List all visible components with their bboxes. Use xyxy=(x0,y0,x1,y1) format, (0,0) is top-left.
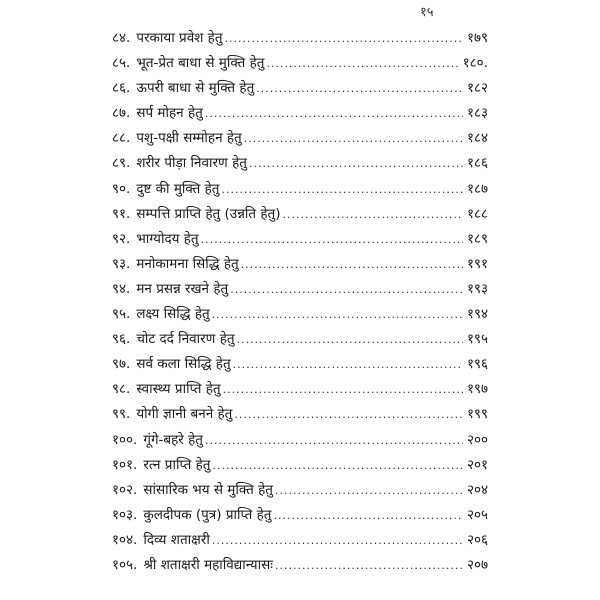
entry-number: ९८. xyxy=(112,381,131,398)
toc-entry xyxy=(112,252,488,277)
entry-number: ९०. xyxy=(112,180,131,197)
entry-number: ९३. xyxy=(112,255,131,272)
toc-entry xyxy=(112,553,488,578)
entry-title: दिव्य शताक्षरी xyxy=(143,531,210,548)
entry-number: ८४. xyxy=(112,30,131,46)
entry-title: पशु-पक्षी सम्मोहन हेतु xyxy=(136,130,242,147)
entry-number: ९२. xyxy=(112,230,131,247)
dot-leader xyxy=(274,503,463,528)
entry-page-number: १८८ xyxy=(466,205,488,222)
entry-number: १०२. xyxy=(112,481,138,498)
toc-entry xyxy=(112,151,488,176)
entry-title: ऊपरी बाधा से मुक्ति हेतु xyxy=(136,80,255,97)
entry-title: कुलदीपक (पुत्र) प्राप्ति हेतु xyxy=(143,506,272,523)
toc-entry xyxy=(112,503,488,528)
dot-leader xyxy=(201,227,463,252)
table-of-contents xyxy=(112,26,488,578)
dot-leader xyxy=(237,327,463,352)
toc-entry xyxy=(112,126,488,151)
entry-number: ८५. xyxy=(112,55,131,72)
entry-page-number: २०७ xyxy=(466,556,488,573)
entry-page-number: १८०. xyxy=(462,55,488,72)
toc-entry xyxy=(112,76,488,101)
toc-entry xyxy=(112,202,488,227)
dot-leader xyxy=(222,177,463,202)
toc-entry xyxy=(112,327,488,352)
dot-leader xyxy=(244,126,463,151)
entry-page-number: १९४ xyxy=(466,306,488,323)
entry-title: भूत-प्रेत बाधा से मुक्ति हेतु xyxy=(136,55,265,72)
toc-entry xyxy=(112,352,488,377)
entry-title: योगी ज्ञानी बनने हेतु xyxy=(136,406,233,423)
entry-title: शरीर पीड़ा निवारण हेतु xyxy=(136,155,247,172)
entry-number: ८८. xyxy=(112,130,131,147)
entry-title: गूंगे-बहरे हेतु xyxy=(143,431,203,448)
entry-number: ९७. xyxy=(112,356,131,373)
toc-entry xyxy=(112,51,488,76)
page-number: १५ xyxy=(420,5,434,20)
entry-page-number: २०५ xyxy=(466,506,488,523)
entry-page-number: १७९ xyxy=(466,30,488,46)
dot-leader xyxy=(205,428,463,453)
dot-leader xyxy=(212,528,463,553)
toc-entry xyxy=(112,177,488,202)
entry-page-number: १९९ xyxy=(466,406,488,423)
dot-leader xyxy=(275,478,463,503)
toc-entry xyxy=(112,528,488,553)
entry-title: परकाया प्रवेश हेतु xyxy=(136,30,223,46)
entry-page-number: २०१ xyxy=(466,456,488,473)
entry-page-number: १८३ xyxy=(466,105,488,122)
toc-entry xyxy=(112,101,488,126)
entry-title: चोट दर्द निवारण हेतु xyxy=(136,331,235,348)
dot-leader xyxy=(266,51,458,76)
entry-page-number: १९७ xyxy=(466,381,488,398)
entry-page-number: १९१ xyxy=(466,255,488,272)
dot-leader xyxy=(249,151,463,176)
entry-number: ९६. xyxy=(112,331,131,348)
dot-leader xyxy=(230,277,463,302)
dot-leader xyxy=(233,352,463,377)
entry-title: श्री शताक्षरी महाविद्यान्यासः xyxy=(143,556,273,573)
entry-number: ८७. xyxy=(112,105,131,122)
entry-page-number: १९६ xyxy=(466,356,488,373)
toc-entry xyxy=(112,227,488,252)
entry-page-number: २०६ xyxy=(466,531,488,548)
toc-entry xyxy=(112,478,488,503)
dot-leader xyxy=(275,553,463,578)
entry-page-number: १८६ xyxy=(466,155,488,172)
entry-number: ९५. xyxy=(112,306,131,323)
entry-title: सर्प मोहन हेतु xyxy=(136,105,203,122)
dot-leader xyxy=(241,252,463,277)
entry-title: सांसारिक भय से मुक्ति हेतु xyxy=(143,481,273,498)
entry-number: ८६. xyxy=(112,80,131,97)
entry-number: ९४. xyxy=(112,280,131,297)
toc-entry xyxy=(112,402,488,427)
dot-leader xyxy=(256,76,463,101)
entry-title: भाग्योदय हेतु xyxy=(136,230,199,247)
entry-number: १०५. xyxy=(112,556,138,573)
toc-entry xyxy=(112,26,488,51)
entry-title: स्वास्थ्य प्राप्ति हेतु xyxy=(136,381,221,398)
entry-page-number: १९५ xyxy=(466,331,488,348)
dot-leader xyxy=(283,202,463,227)
entry-title: मनोकामना सिद्धि हेतु xyxy=(136,255,239,272)
dot-leader xyxy=(234,402,463,427)
entry-page-number: १८७ xyxy=(466,180,488,197)
entry-title: सम्पत्ति प्राप्ति हेतु (उन्नति हेतु) xyxy=(136,205,281,222)
entry-number: ९९. xyxy=(112,406,131,423)
dot-leader xyxy=(225,26,463,51)
toc-entry xyxy=(112,428,488,453)
entry-title: दुष्ट की मुक्ति हेतु xyxy=(136,180,220,197)
entry-title: सर्व कला सिद्धि हेतु xyxy=(136,356,231,373)
dot-leader xyxy=(213,453,463,478)
entry-number: १०१. xyxy=(112,456,138,473)
entry-page-number: १८९ xyxy=(466,230,488,247)
toc-entry xyxy=(112,277,488,302)
entry-title: मन प्रसन्न रखने हेतु xyxy=(136,280,229,297)
entry-number: ८९. xyxy=(112,155,131,172)
dot-leader xyxy=(223,377,463,402)
dot-leader xyxy=(205,101,463,126)
entry-number: १०४. xyxy=(112,531,138,548)
entry-page-number: २०४ xyxy=(466,481,488,498)
entry-number: १००. xyxy=(112,431,138,448)
entry-title: लक्ष्य सिद्धि हेतु xyxy=(136,306,210,323)
entry-number: १०३. xyxy=(112,506,138,523)
dot-leader xyxy=(212,302,463,327)
toc-entry xyxy=(112,377,488,402)
toc-entry xyxy=(112,302,488,327)
entry-page-number: १९३ xyxy=(466,280,488,297)
entry-page-number: १८४ xyxy=(466,130,488,147)
entry-page-number: १८२ xyxy=(466,80,488,97)
toc-entry xyxy=(112,453,488,478)
entry-number: ९१. xyxy=(112,205,131,222)
entry-title: रत्न प्राप्ति हेतु xyxy=(143,456,211,473)
entry-page-number: २०० xyxy=(466,431,488,448)
